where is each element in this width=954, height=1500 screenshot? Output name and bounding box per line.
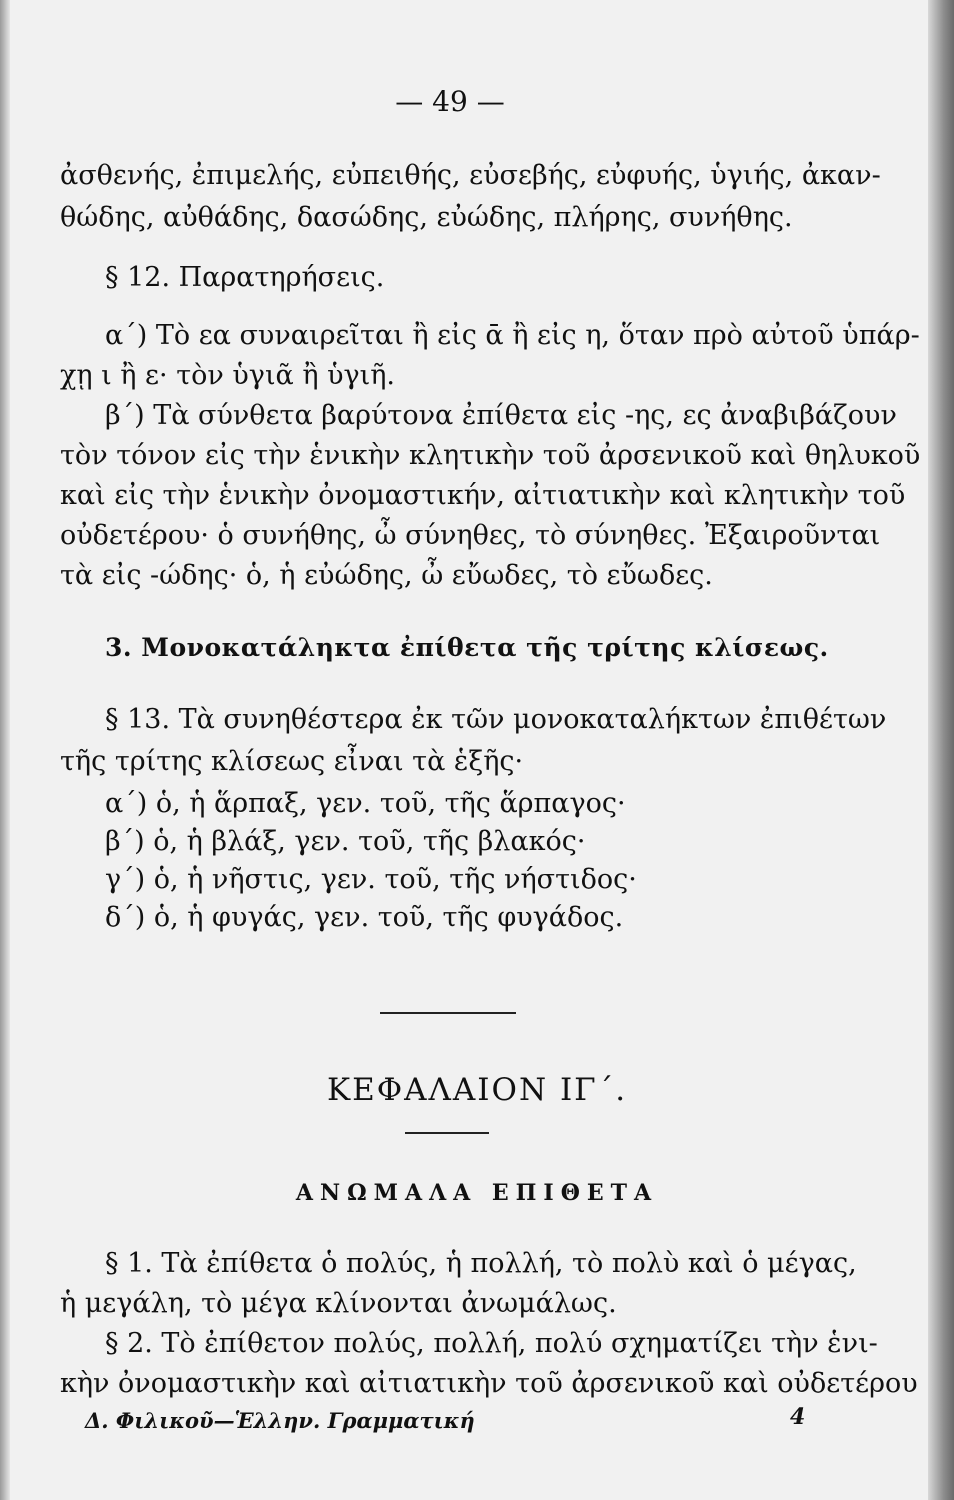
text-line: α΄) Τὸ εα συναιρεῖται ἢ εἰς ᾱ ἢ εἰς η, ὅταν πρὸ αὐτοῦ ὑπάρ- bbox=[105, 320, 920, 351]
example-item: δ΄) ὁ, ἡ φυγάς, γεν. τοῦ, τῆς φυγάδος. bbox=[105, 902, 624, 933]
text-line: ἡ μεγάλη, τὸ μέγα κλίνονται ἀνωμάλως. bbox=[60, 1288, 617, 1319]
text-line: ἀσθενής, ἐπιμελής, εὐπειθής, εὐσεβής, εὐφυής, ὑγιής, ἀκαν- bbox=[60, 160, 881, 191]
footer-sheet-number: 4 bbox=[790, 1404, 806, 1430]
text-line: β΄) Τὰ σύνθετα βαρύτονα ἐπίθετα εἰς -ης, ες ἀναβιβάζουν bbox=[105, 400, 897, 431]
text-line: τῆς τρίτης κλίσεως εἶναι τὰ ἑξῆς· bbox=[60, 746, 524, 777]
text-line: χῃ ι ἢ ε· τὸν ὑγιᾶ ἢ ὑγιῆ. bbox=[60, 360, 395, 391]
footer-signature: Δ. Φιλικοῦ—Ἑλλην. Γραμματική bbox=[85, 1408, 475, 1433]
section-heading: § 12. Παρατηρήσεις. bbox=[105, 262, 385, 293]
page-left-edge bbox=[0, 0, 10, 1500]
chapter-subtitle: ΑΝΩΜΑΛΑ ΕΠΙΘΕΤΑ bbox=[295, 1180, 659, 1206]
example-item: γ΄) ὁ, ἡ νῆστις, γεν. τοῦ, τῆς νήστιδος· bbox=[105, 864, 637, 895]
page-right-edge bbox=[928, 0, 954, 1500]
text-line: τὰ εἰς -ώδης· ὁ, ἡ εὐώδης, ὦ εὔωδες, τὸ εὔωδες. bbox=[60, 560, 713, 591]
chapter-title: ΚΕΦΑΛΑΙΟΝ ΙΓ΄. bbox=[326, 1072, 628, 1108]
text-line: θώδης, αὐθάδης, δασώδης, εὐώδης, πλήρης, συνήθης. bbox=[60, 202, 793, 233]
example-item: α΄) ὁ, ἡ ἅρπαξ, γεν. τοῦ, τῆς ἅρπαγος· bbox=[105, 788, 626, 819]
example-item: β΄) ὁ, ἡ βλάξ, γεν. τοῦ, τῆς βλακός· bbox=[105, 826, 586, 857]
section-divider bbox=[380, 1012, 516, 1014]
chapter-rule bbox=[405, 1132, 489, 1134]
text-line: κὴν ὀνομαστικὴν καὶ αἰτιατικὴν τοῦ ἀρσενικοῦ καὶ οὐδετέρου bbox=[60, 1368, 918, 1399]
text-line: § 2. Τὸ ἐπίθετον πολύς, πολλή, πολύ σχηματίζει τὴν ἑνι- bbox=[105, 1328, 878, 1359]
subheading: 3. Μονοκατάληκτα ἐπίθετα τῆς τρίτης κλίσεως. bbox=[105, 633, 829, 662]
text-line: καὶ εἰς τὴν ἑνικὴν ὀνομαστικήν, αἰτιατικὴν καὶ κλητικὴν τοῦ bbox=[60, 480, 906, 511]
text-line: § 13. Τὰ συνηθέστερα ἐκ τῶν μονοκαταλήκτων ἐπιθέτων bbox=[105, 704, 887, 735]
text-line: τὸν τόνον εἰς τὴν ἑνικὴν κλητικὴν τοῦ ἀρσενικοῦ καὶ θηλυκοῦ bbox=[60, 440, 921, 471]
page-number: — 49 — bbox=[395, 85, 505, 118]
text-line: § 1. Τὰ ἐπίθετα ὁ πολύς, ἡ πολλή, τὸ πολὺ καὶ ὁ μέγας, bbox=[105, 1248, 857, 1279]
text-line: οὐδετέρου· ὁ συνήθης, ὦ σύνηθες, τὸ σύνηθες. Ἐξαιροῦνται bbox=[60, 520, 881, 551]
